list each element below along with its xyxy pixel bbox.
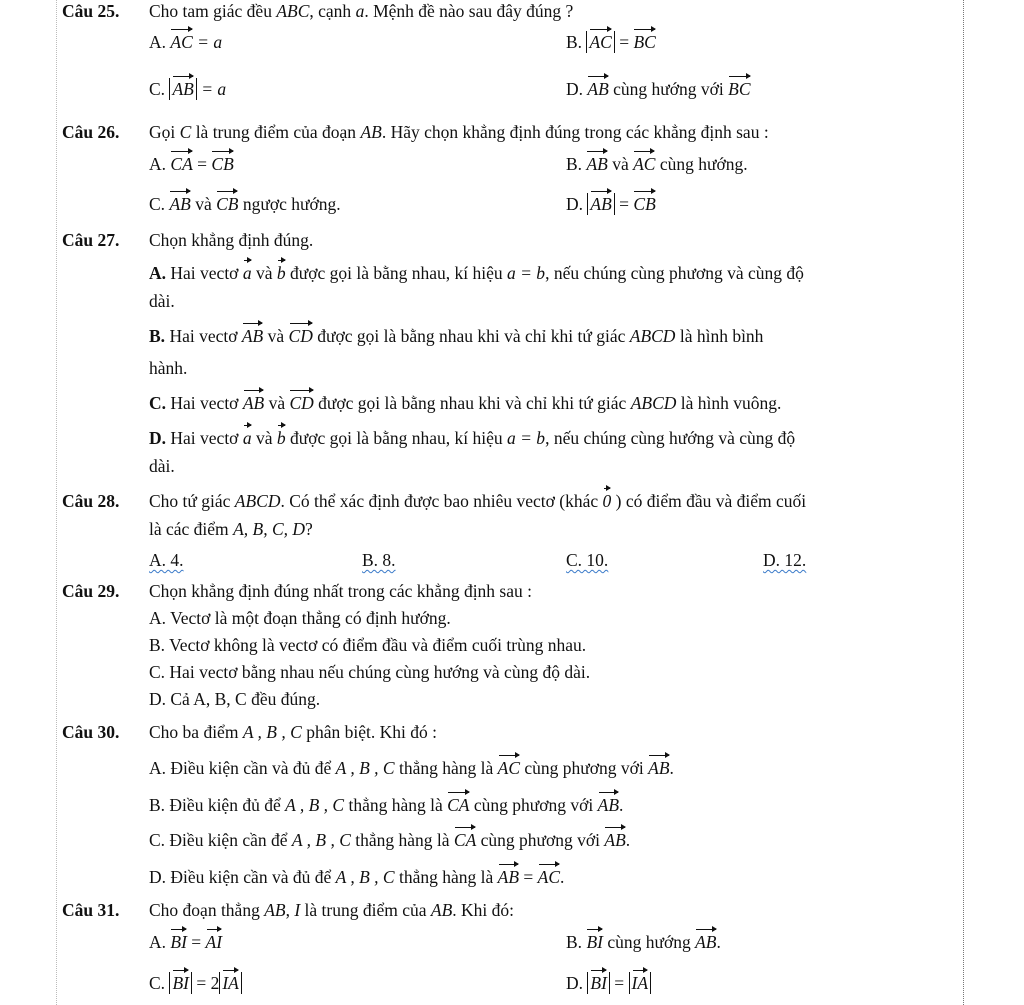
option-b[interactable]: B. BI cùng hướng AB. (566, 932, 721, 952)
question-text: Cho tam giác đều ABC, cạnh a. Mệnh đề nào sau đây đúng ? (149, 1, 574, 21)
option-d[interactable]: D. AB = CB (566, 194, 656, 214)
option-c[interactable]: C. AB = a (149, 79, 227, 99)
option-c[interactable]: C. BI = 2 IA (149, 972, 242, 994)
question-number: Câu 26. (62, 122, 120, 142)
option-b[interactable]: B. AB và AC cùng hướng. (566, 154, 748, 174)
question-number: Câu 31. (62, 900, 120, 920)
question-number: Câu 28. (62, 491, 120, 511)
option-d[interactable]: D. AB cùng hướng với BC (566, 79, 751, 99)
question-number: Câu 27. (62, 230, 120, 250)
option-a[interactable]: A. AC = a (149, 32, 223, 52)
option-d[interactable]: D. 12. (763, 550, 807, 570)
option-a[interactable]: A. BI = AI (149, 932, 223, 952)
option-c[interactable]: C. 10. (566, 550, 609, 570)
question-text: Cho tứ giác ABCD. Có thể xác định được bao nhiêu vectơ (khác 0 ) có điểm đầu và điểm cuối (149, 491, 807, 511)
option-b[interactable]: B. 8. (362, 550, 396, 570)
question-number: Câu 25. (62, 1, 120, 21)
option-a[interactable]: A. CA = CB (149, 154, 234, 174)
option-c[interactable]: C. AB và CB ngược hướng. (149, 194, 341, 214)
question-text: Gọi C là trung điểm của đoạn AB. Hãy chọn khẳng định đúng trong các khẳng định sau : (149, 122, 769, 142)
option-b[interactable]: B. AC = BC (566, 32, 656, 52)
question-text: Cho ba điểm A , B , C phân biệt. Khi đó : (149, 722, 437, 742)
question-number: Câu 29. (62, 581, 120, 601)
question-number: Câu 30. (62, 722, 120, 742)
question-text: Cho đoạn thẳng AB, I là trung điểm của AB. Khi đó: (149, 900, 515, 920)
page-right-border (963, 0, 964, 1005)
question-text: Chọn khẳng định đúng nhất trong các khẳng định sau : (149, 581, 532, 601)
option-a[interactable]: A. 4. (149, 550, 184, 570)
question-text: Chọn khẳng định đúng. (149, 230, 314, 250)
page-left-border (56, 0, 57, 1005)
option-d[interactable]: D. BI = IA (566, 972, 651, 994)
